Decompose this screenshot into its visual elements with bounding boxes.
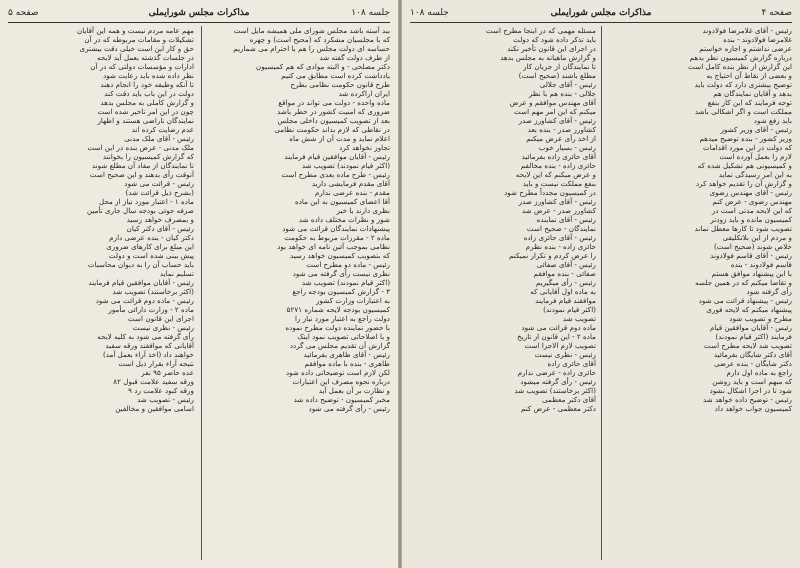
text-line: یادداشت کرده است مطابق می کنیم	[281, 71, 390, 80]
text-line: نظامی بموجب آئین نامه ای خواهد بود	[277, 242, 390, 251]
text-line: غلامرضا فولادوند - بنده	[723, 35, 792, 44]
text-line: این گزارش از نظر بنده کامل است	[688, 62, 792, 71]
text-line: آنوقت رأی بدهند و این صحیح است	[89, 170, 194, 179]
text-line: (اکثر قیام نمودند) تصویب شد	[301, 278, 390, 287]
text-line: پیشنهادات نمایندگان قرائت می شود	[282, 224, 390, 233]
left-session-number: جلسه ۱۰۸	[351, 8, 390, 18]
text-line: شور و نظرات مختلف داده شد	[298, 215, 390, 224]
text-line: ورقه سفید علامت قبول ۸۲	[113, 377, 194, 386]
text-line: فرمایند (اکثر قیام نمودند)	[715, 332, 792, 341]
text-line: خلاص شوند (صحیح است)	[713, 242, 792, 251]
right-header-rule	[410, 22, 792, 23]
text-line: دکتر مصلحی - و البته موادی که هم کمیسیون	[256, 62, 390, 71]
text-line: رئیس - آقای قاسم فولادوند	[710, 251, 792, 260]
text-line: رئیس - آقایان موافقین قیام فرمایند	[284, 152, 390, 161]
text-line: (اکثر برخاستند) تصویب شد	[514, 386, 596, 395]
text-line: لازم را بعمل آورده است	[719, 152, 792, 161]
text-line: (بشرح ذیل قرائت شد)	[125, 188, 194, 197]
text-line: درباره گزارش کمیسیون نظر بدهم	[689, 53, 792, 62]
text-line: و گزارش ماهیانه به مجلس بدهد	[500, 53, 596, 62]
text-line: چون در این امر تاخیر شده است	[97, 107, 194, 116]
text-line: رئیس - آقای ملک مدنی	[124, 134, 194, 143]
text-line: رئیس - پیشنهاد قرائت می شود	[698, 296, 792, 305]
text-line: رئیس - قرائت می شود	[124, 179, 194, 188]
text-line: آقای حائری زاده بفرمائید	[521, 152, 596, 161]
text-line: حائری زاده - عرضی ندارم	[517, 368, 596, 377]
text-line: تجاوز نخواهد کرد	[339, 143, 390, 152]
text-line: ببد آسته باشد مجلس شورای ملی همیشه مایل است	[233, 26, 390, 35]
text-line: در نقاطی که لازم بداند حکومت نظامی	[274, 125, 390, 134]
text-line: که مبهم است و باید روشن	[712, 377, 792, 386]
text-line: دولت راجع به اعتبار مورد نیاز را	[294, 314, 390, 323]
text-line: (اکثر قیام نمودند)	[543, 305, 596, 314]
right-page-title: مذاکرات مجلس شورایملی	[550, 8, 652, 18]
text-line: و بمصرف خواهد رسید	[126, 215, 194, 224]
text-line: رئیس - طرح ماده بعدی مطرح است	[281, 170, 390, 179]
text-line: رئیس - رأی گرفته میشود	[520, 377, 596, 386]
text-line: تصویب لازم الاجرا است	[524, 341, 596, 350]
text-line: رئیس - آقایان موافقین قیام فرمایند	[88, 278, 194, 287]
text-line: که بتصویب کمیسیون خواهد رسید	[289, 251, 390, 260]
text-line: بنفع مملکت نیست و باید	[522, 179, 596, 188]
left-page-title: مذاکرات مجلس شورایملی	[148, 8, 250, 18]
text-line: که دولت در این مورد اقدامات	[702, 143, 792, 152]
text-line: آقای حائری زاده	[547, 359, 596, 368]
text-line: رئیس - آقای غلامرضا فولادوند	[702, 26, 792, 35]
right-session-number: جلسه ۱۰۸	[410, 8, 449, 18]
right-page-number: صفحه ۴	[761, 8, 792, 18]
text-line: حائری زاده - بنده مخالفم	[520, 161, 596, 170]
right-column-divider	[601, 26, 602, 560]
text-line: پیش بینی شده است و دولت	[108, 251, 194, 260]
text-line: رئیس - آقای کشاورز صدر	[518, 116, 596, 125]
left-page-header	[8, 8, 390, 22]
text-line: باید رفع شود	[753, 116, 792, 125]
text-line: ورقه کبود علامت رد ۹	[128, 386, 194, 395]
text-line: اجرای این قانون است	[127, 314, 194, 323]
text-line: ماده ۱ - اعتبار مورد نیاز از محل	[98, 197, 194, 206]
text-line: (اکثر قیام نمودند) تصویب شد	[301, 161, 390, 170]
text-line: تا آنکه وظیفه خود را انجام دهند	[100, 80, 194, 89]
text-line: نمایندگان - صحیح است	[526, 224, 596, 233]
text-line: (اکثر برخاستند) تصویب شد	[112, 287, 194, 296]
text-line: در جلسات گذشته بعمل آید لایحه	[97, 53, 194, 62]
text-line: نظری نیست رأی گرفته می شود	[292, 269, 390, 278]
text-line: بعد از تصویب کمیسیون داخلی مجلس	[277, 116, 390, 125]
text-line: رئیس - آقای حائری زاده	[523, 233, 596, 242]
text-line: رئیس - رأی گرفته می شود	[308, 404, 390, 413]
text-line: توجه فرمایند که این کار بنفع	[707, 98, 792, 107]
text-line: کشاورز صدر - بنده بعد	[527, 125, 596, 134]
text-line: مسئله مهمی که در اینجا مطرح است	[485, 26, 596, 35]
text-line: مهم عامه مردم نیست و همه این آقایان	[76, 26, 194, 35]
text-line: که این لایحه مدتی است در	[711, 206, 792, 215]
text-line: تا نمایندگان از جریان کار	[523, 62, 596, 71]
text-line: رئیس - آقای کشاورز صدر	[518, 197, 596, 206]
text-line: تصویب شد	[562, 314, 596, 323]
text-line: این مبلغ برای کارهای ضروری	[106, 242, 194, 251]
text-line: تصویب شد لایحه مطرح است	[704, 341, 792, 350]
text-line: رئیس - آقای جلالی	[539, 80, 596, 89]
text-line: و بعضی از نقاط آن احتیاج به	[706, 71, 792, 80]
text-line: به اعتبارات وزارت کشور	[316, 296, 390, 305]
text-line: تصویب شود تا کارها معطل نماند	[694, 224, 792, 233]
text-line: به این امر رسیدگی نماید	[718, 170, 792, 179]
left-page-column-right	[204, 26, 390, 560]
text-line: که با مجلسیان مشکرد که (محیح است) و چهره	[249, 35, 390, 44]
text-line: دکتر معظمی - عرض کنم	[520, 404, 596, 413]
text-line: رئیس - نظری نیست	[132, 323, 194, 332]
text-line: صرفه جوئی بودجه سال جاری تأمین	[87, 206, 194, 215]
right-page-column-left	[410, 26, 596, 560]
text-line: رئیس - آقای مهندس رضوی	[709, 188, 792, 197]
text-line: در اجرای این قانون تأخیر نکند	[507, 44, 596, 53]
right-page-header	[410, 8, 792, 22]
text-line: باید تذکر داده شود که دولت	[513, 35, 596, 44]
text-line: رئیس - آقای صفائی	[536, 260, 596, 269]
text-line: آقای مهندس موافقم و عرض	[509, 98, 596, 107]
text-line: با حضور نماینده دولت مطرح نموده	[285, 323, 390, 332]
text-line: رأی گرفته شود	[746, 287, 792, 296]
left-column-divider	[201, 26, 202, 560]
text-line: و گزارش کاملی به مجلس بدهد	[100, 98, 194, 107]
text-line: ماده ۲ - مقررات مربوط به حکومت	[284, 233, 390, 242]
text-line: رئیس - ماده دو مطرح است	[306, 260, 390, 269]
text-line: از اخذ رأی عرض میکنم	[526, 134, 596, 143]
text-line: رئیس - آقایان موافقین قیام	[710, 323, 792, 332]
text-line: طرح قانون حکومت نظامی بطرح	[290, 80, 390, 89]
text-line: عرضی نداشتم و اجازه خواستم	[699, 44, 792, 53]
text-line: رئیس - ماده دوم قرائت می شود	[95, 296, 194, 305]
text-line: مقدم - بنده عرضی ندارم	[314, 188, 390, 197]
text-line: و مردم از این بلاتکلیفی	[722, 233, 792, 242]
text-line: رأی گرفته می شود به کلیه لایحه	[97, 332, 194, 341]
text-line: آقای مقدم فرمایشی دارید	[311, 179, 390, 188]
text-line: و کمیسیونی هم تشکیل شده که	[697, 161, 792, 170]
text-line: که گزارش کمیسیون را بخوانند	[102, 152, 194, 161]
text-line: در کمیسیون مجدداً مطرح شود	[504, 188, 596, 197]
text-line: ماده ۲ - وزارت دارائی مأمور	[108, 305, 194, 314]
text-line: حساسه ای دولت مجلس را هم با احترام می شماریم	[233, 44, 390, 53]
text-line: کشاورز صدر - عرض شد	[521, 206, 596, 215]
text-line: ماده واحده - دولت می تواند در مواقع	[278, 98, 390, 107]
text-line: رئیس - نظری نیست	[534, 350, 596, 359]
text-line: تا نمایندگان از مفاد آن مطلع شوند	[91, 161, 194, 170]
text-line: حائری زاده - بنده نظرم	[525, 242, 596, 251]
text-line: کمیسیون مانده و باید زودتر	[710, 215, 792, 224]
text-line: کمیسیون جواب خواهد داد	[714, 404, 792, 413]
text-line: مطلع باشند (صحیح است)	[518, 71, 596, 80]
text-line: اعلام نماید و مدت آن از شش ماه	[289, 134, 390, 143]
left-page	[0, 0, 398, 568]
text-line: دولت در این باب باید دقت کند	[104, 89, 194, 98]
text-line: و نظارت بر آن بعمل آید	[318, 386, 390, 395]
text-line: رئیس - آقای وزیر کشور	[720, 125, 792, 134]
text-line: از طرف دولت گفته شد	[319, 53, 390, 62]
text-line: و تقاضا میکنم که در همین جلسه	[695, 278, 792, 287]
text-line: رئیس - آقای نماینده	[536, 215, 596, 224]
text-line: قاسم فولادوند - بنده	[730, 260, 792, 269]
text-line: توضیح بیشتری دارد که دولت باید	[694, 80, 792, 89]
text-line: را عرض کردم و تکرار نمیکنم	[509, 251, 596, 260]
text-line: مملکت است و اگر اشکالی باشد	[694, 107, 792, 116]
text-line: ملک مدنی - عرض بنده در این است	[87, 143, 194, 152]
text-line: لکن لازم است توضیحاتی داده شود	[285, 368, 390, 377]
right-page	[402, 0, 800, 568]
text-line: دکتر شایگان - بنده عرضی	[713, 359, 792, 368]
text-line: خواهند داد (اخذ آراء بعمل آمد)	[102, 350, 194, 359]
text-line: و گزارش آن را تقدیم خواهد کرد	[695, 179, 792, 188]
text-line: بدهد و آقایان نمایندگان هم	[713, 89, 792, 98]
text-line: تشکیلات و مقامات مربوطه که در آن	[84, 35, 194, 44]
text-line: نظری دارند یا خیر	[336, 206, 390, 215]
text-line: کمیسیون بودجه لایحه شماره ۵۲۷۱	[286, 305, 390, 314]
text-line: صفائی - بنده موافقم	[533, 269, 596, 278]
text-line: آقای دکتر معظمی	[542, 395, 596, 404]
text-line: رئیس - بسیار خوب	[538, 143, 596, 152]
text-line: حق و کار این است خیلی دقت بیشتری	[79, 44, 194, 53]
text-line: گزارش آن تقدیم مجلس می گردد	[289, 341, 390, 350]
text-line: به ماده اول آقایانی که	[530, 287, 596, 296]
text-line: طاهری - بنده با ماده موافقم	[304, 359, 390, 368]
text-line: شود تا در اجرا اشکال نشود	[709, 386, 792, 395]
text-line: رئیس - آقای طاهری بفرمائید	[303, 350, 390, 359]
text-line: عدم رضایت کرده اند	[131, 125, 194, 134]
text-line: باید حساب آن را به دیوان محاسبات	[87, 260, 194, 269]
text-line: وزیر کشور - بنده توضیح میدهم	[699, 134, 792, 143]
text-line: عده حاضر ۹۵ نفر	[141, 368, 194, 377]
text-line: ماده ۲ - این قانون از تاریخ	[517, 332, 596, 341]
left-header-rule	[8, 22, 390, 23]
text-line: دکتر کیان - بنده عرضی دارم	[109, 233, 194, 242]
text-line: مهندس رضوی - عرض کنم	[712, 197, 792, 206]
text-line: ماده دوم قرائت می شود	[521, 323, 596, 332]
text-line: رئیس - آقای دکتر کیان	[126, 224, 194, 233]
text-line: آقایانی که موافقند ورقه سفید	[105, 341, 194, 350]
left-page-number: صفحه ۵	[8, 8, 39, 18]
text-line: آقای دکتر شایگان بفرمائید	[713, 350, 792, 359]
text-line: ۳ - گزارش کمیسیون بودجه راجع	[292, 287, 390, 296]
text-line: نمایندگان ناراضی هستند و اظهار	[97, 116, 194, 125]
text-line: رئیس - توضیح داده خواهد شد	[703, 395, 792, 404]
text-line: پیشنهاد میکنم که لایحه فوری	[706, 305, 792, 314]
text-line: با این پیشنهاد موافق هستم	[711, 269, 792, 278]
text-line: مخبر کمیسیون - توضیح داده شد	[293, 395, 390, 404]
text-line: رئیس - تصویب شد	[137, 395, 194, 404]
text-line: راجع به ماده اول دارم	[726, 368, 792, 377]
text-line: مطرح و تصویب شود	[729, 314, 792, 323]
text-line: رئیس - رأی میگیریم	[535, 278, 596, 287]
text-line: و با اصلاحاتی تصویب نمود اینک	[297, 332, 390, 341]
text-line: اسامی موافقین و مخالفین	[115, 404, 194, 413]
text-line: تسلیم نماید	[159, 269, 194, 278]
text-line: و عرض میکنم که این لایحه	[515, 170, 596, 179]
text-line: ادارات و مؤسسات دولتی که در آن	[90, 62, 194, 71]
text-line: جلالی - بنده هم با نظر	[528, 89, 596, 98]
left-page-column-left	[8, 26, 194, 560]
text-line: نظر داده شده باید رعایت شود	[103, 71, 194, 80]
text-line: نتیجه آراء بقرار ذیل است	[118, 359, 194, 368]
text-line: درباره نحوه مصرف این اعتبارات	[292, 377, 390, 386]
text-line: آقا اعضای کمیسیون به این ماده	[294, 197, 390, 206]
right-page-column-right	[606, 26, 792, 560]
text-line: ایران اراکرده شد	[338, 89, 390, 98]
text-line: ضروری که امنیت کشور در خطر باشد	[277, 107, 390, 116]
text-line: موافقند قیام فرمایند	[535, 296, 596, 305]
text-line: میکنم که این امر مهم است	[514, 107, 596, 116]
